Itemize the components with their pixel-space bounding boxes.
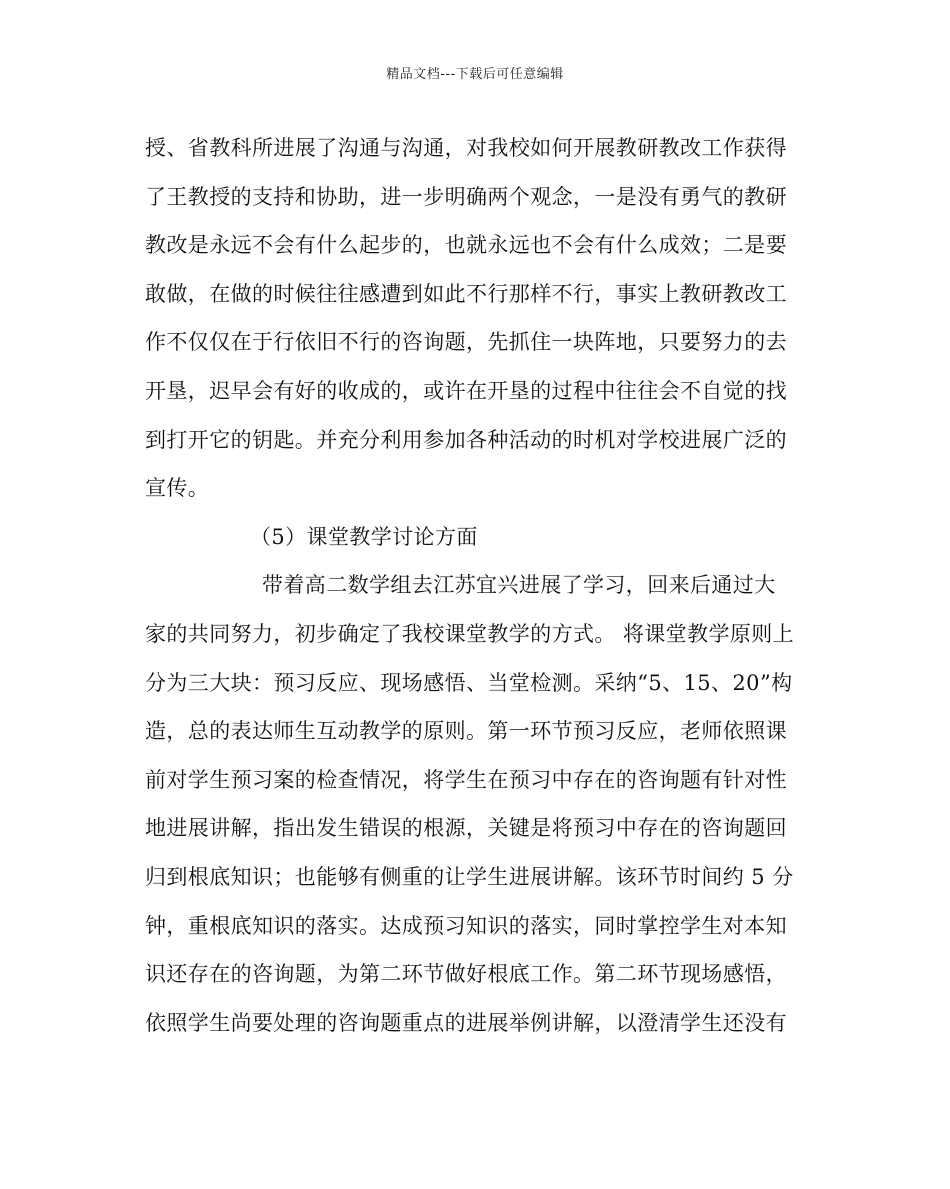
text-line: 授、省教科所进展了沟通与沟通，对我校如何开展教研教改工作获得 — [145, 136, 787, 160]
text-line: 钟，重根底知识的落实。达成预习知识的落实，同时掌控学生对本知 — [145, 913, 787, 938]
paragraph-2 — [145, 561, 805, 1047]
page-header: 精品文档---下载后可任意编辑 — [386, 67, 564, 82]
paragraph-1 — [145, 124, 805, 513]
section-heading: （5）课堂教学讨论方面 — [250, 524, 478, 549]
text-line: 归到根底知识；也能够有侧重的让学生进展讲解。该环节时间约 5 分 — [145, 864, 794, 889]
text-line: 依照学生尚要处理的咨询题重点的进展举例讲解，以澄清学生还没有 — [145, 1010, 787, 1035]
text-line: 分为三大块：预习反应、现场感悟、当堂检测。采纳“5、15、20”构 — [145, 670, 793, 695]
text-line: 家的共同努力，初步确定了我校课堂教学的方式。 将课堂教学原则上 — [145, 621, 795, 646]
text-line: 了王教授的支持和协助，进一步明确两个观念，一是没有勇气的教研 — [145, 184, 787, 209]
text-line: 造，总的表达师生互动教学的原则。第一环节预习反应，老师依照课 — [145, 719, 787, 744]
document-body — [145, 124, 805, 1047]
text-line: 带着高二数学组去江苏宜兴进展了学习，回来后通过大 — [262, 573, 776, 598]
text-line: 到打开它的钥匙。并充分利用参加各种活动的时机对学校进展广泛的 — [145, 427, 787, 452]
text-line: 前对学生预习案的检查情况，将学生在预习中存在的咨询题有针对性 — [145, 767, 787, 792]
text-line: 作不仅仅在于行依旧不行的咨询题，先抓住一块阵地，只要努力的去 — [145, 330, 787, 355]
text-line: 教改是永远不会有什么起步的，也就永远也不会有什么成效；二是要 — [145, 233, 787, 258]
text-line: 敢做，在做的时候往往感遭到如此不行那样不行，事实上教研教改工 — [145, 281, 787, 306]
text-line: 宣传。 — [145, 476, 210, 501]
text-line: 地进展讲解，指出发生错误的根源，关键是将预习中存在的咨询题回 — [145, 816, 787, 841]
text-line: 开垦，迟早会有好的收成的，或许在开垦的过程中往往会不自觉的找 — [145, 378, 787, 403]
text-line: 识还存在的咨询题，为第二环节做好根底工作。第二环节现场感悟， — [145, 962, 787, 987]
